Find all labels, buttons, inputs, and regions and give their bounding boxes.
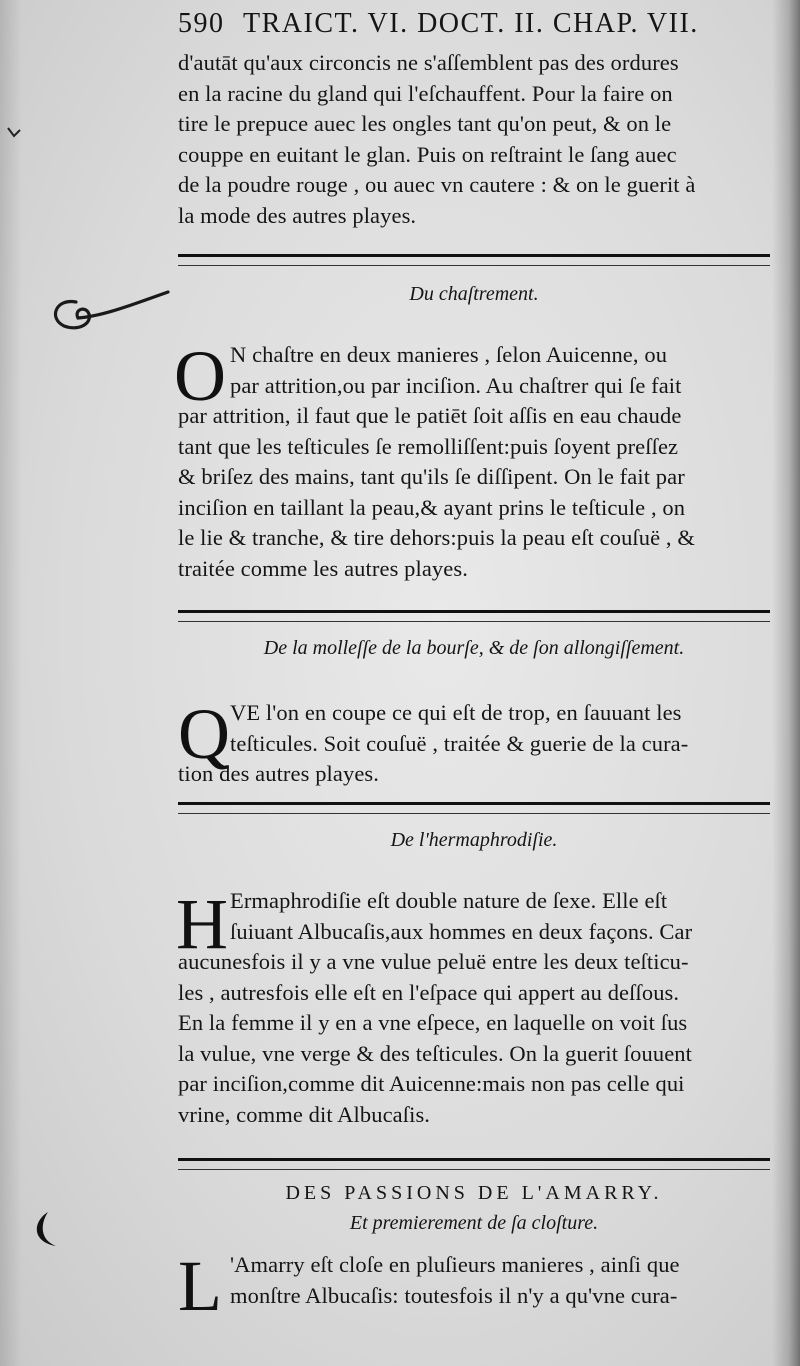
top-paragraph (178, 48, 776, 231)
section-body (178, 886, 776, 1130)
section-rule (178, 610, 770, 622)
text-line: tire le prepuce auec les ongles tant qu'on peut, & on le (178, 111, 672, 136)
text-line: par inciſion,comme dit Auicenne:mais non pas celle qui (178, 1071, 685, 1096)
chapter-heading: DES PASSIONS DE L'AMARRY. (285, 1182, 663, 1204)
text-line: 'Amarry eſt cloſe en pluſieurs manieres , ainſi que (230, 1252, 680, 1277)
text-line: d'autāt qu'aux circoncis ne s'aſſemblent pas des ordures (178, 50, 679, 75)
text-line: tant que les teſticules ſe remolliſſent:puis ſoyent preſſez (178, 433, 679, 459)
page-spine-shadow (772, 0, 800, 1366)
text-line: par attrition,ou par inciſion. Au chaſtrer qui ſe fait (230, 372, 682, 398)
text-line: tion des autres playes. (178, 761, 379, 786)
text-line: de la poudre rouge , ou auec vn cautere : & on le guerit à (178, 172, 696, 197)
page-shadow-left (0, 0, 22, 1366)
text-line: couppe en euitant le glan. Puis on reſtraint le ſang auec (178, 141, 677, 167)
text-line: Ermaphrodiſie eſt double nature de ſexe. Elle eſt (230, 888, 668, 913)
section-body (178, 1250, 776, 1311)
text-line: les , autresfois elle eſt en l'eſpace qui appert au deſſous. (178, 979, 680, 1005)
drop-cap: H (176, 884, 228, 964)
text-line: ſuiuant Albucaſis,aux hommes en deux façons. Car (230, 918, 693, 944)
drop-cap: O (174, 336, 226, 416)
section-heading: De la molleſſe de la bourſe, & de ſon allongiſſement. (263, 637, 685, 659)
text-line: VE l'on en coupe ce qui eſt de trop, en ſauuant les (230, 700, 682, 725)
section-rule (178, 1158, 770, 1170)
text-line: la mode des autres playes. (178, 202, 417, 228)
text-line: vrine, comme dit Albucaſis. (178, 1101, 431, 1127)
margin-tick-mark (4, 124, 24, 140)
section-body (178, 340, 776, 584)
text-line: N chaſtre en deux manieres , ſelon Auicenne, ou (230, 342, 668, 367)
text-line: inciſion en taillant la peau,& ayant prins le teſticule , on (178, 494, 686, 520)
text-line: par attrition, il faut que le patiēt ſoit aſſis en eau chaude (178, 403, 682, 428)
running-title: TRAICT. VI. DOCT. II. CHAP. VII. (243, 8, 699, 39)
drop-cap: Q (178, 694, 230, 774)
handwritten-annotation (44, 286, 174, 336)
text-line: teſticules. Soit couſuë , traitée & guerie de la cura- (230, 730, 689, 756)
text-line: la vulue, vne verge & des teſticules. On la guerit ſouuent (178, 1040, 692, 1066)
section-rule (178, 254, 770, 266)
drop-cap: L (178, 1246, 222, 1326)
text-line: traitée comme les autres playes. (178, 555, 468, 581)
section-heading: De l'hermaphrodiſie. (390, 829, 558, 851)
text-line: aucunesfois il y a vne vulue peluë entre les deux teſticu- (178, 949, 689, 974)
section-rule (178, 802, 770, 814)
section-heading: Du chaſtrement. (409, 283, 539, 305)
running-header (178, 8, 776, 40)
section-subheading: Et premierement de ſa cloſture. (349, 1212, 599, 1234)
text-line: monſtre Albucaſis: toutesfois il n'y a qu'vne cura- (230, 1282, 678, 1308)
text-line: En la femme il y en a vne eſpece, en laquelle on voit ſus (178, 1010, 688, 1035)
text-line: & briſez des mains, tant qu'ils ſe diſſipent. On le fait par (178, 464, 685, 489)
margin-ink-mark (22, 1208, 62, 1252)
page-number: 590 (178, 8, 225, 39)
text-line: le lie & tranche, & tire dehors:puis la peau eſt couſuë , & (178, 525, 695, 550)
text-line: en la racine du gland qui l'eſchauffent. Pour la faire on (178, 80, 673, 106)
section-body (178, 694, 776, 790)
